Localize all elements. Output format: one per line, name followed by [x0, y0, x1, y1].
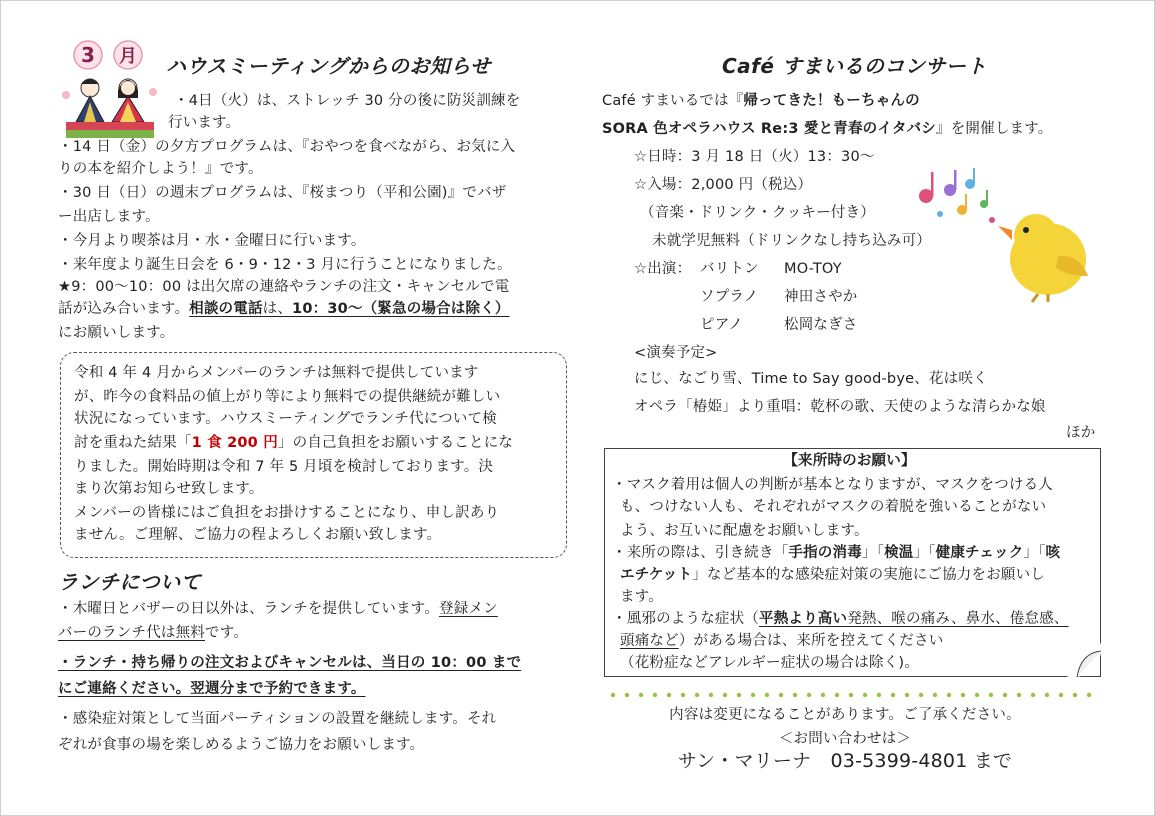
concert-fee-note: （音楽・ドリンク・クッキー付き）: [640, 205, 875, 221]
concert-title: Café すまいるのコンサート: [722, 54, 987, 78]
lunch-line: ・感染症対策として当面パーティションの設置を継続します。それ: [58, 711, 497, 727]
care-text: ・風邪のような症状（: [612, 611, 759, 627]
notice-item: ・30 日（日）の週末プログラムは、『桜まつり（平和公園)』でバザ: [58, 185, 507, 201]
care-text: ・来所の際は、引き続き「: [612, 545, 789, 561]
program-line: にじ、なごり雪、Time to Say good-bye、花は咲く: [634, 371, 988, 387]
care-emphasis: エチケット: [620, 567, 693, 583]
house-meeting-title: ハウスミーティングからのお知らせ: [166, 54, 491, 78]
notice-line: 令和 4 年 4 月からメンバーのランチは無料で提供しています: [74, 365, 479, 381]
lunch-underlined: 登録メン: [439, 601, 498, 617]
care-line: [620, 630, 943, 652]
singing-bird-illustration: [908, 164, 1098, 304]
footer-contact-phone: サン・マリーナ 03-5399-4801 まで: [677, 750, 1013, 772]
care-text: ）がある場合は、来所を控えてください: [678, 633, 944, 649]
footer-contact-label: ＜お問い合わせは＞: [778, 731, 912, 747]
care-emphasis: 検温: [884, 545, 914, 561]
lunch-text: です。: [205, 625, 248, 641]
care-emphasis: 手指の消毒: [788, 545, 862, 561]
notice-item: 行います。: [168, 115, 241, 131]
notice-line: まり次第お知らせ致します。: [74, 481, 264, 497]
month-number: 3: [81, 43, 95, 67]
concert-name: 帰ってきた！もーちゃんの: [743, 93, 920, 109]
care-emphasis: 咳: [1045, 545, 1061, 561]
performer-name: MO-TOY: [784, 261, 842, 277]
music-note-icon: [919, 168, 995, 223]
notice-line: 状況になっています。ハウスミーティングでランチ代について検: [74, 411, 497, 427]
concert-fee: ☆入場：2,000 円（税込）: [634, 177, 813, 193]
notice-item: ・今月より喫茶は月・水・金曜日に行います。: [58, 233, 366, 249]
performer-role: ピアノ: [700, 317, 743, 333]
consult-end: にお願いします。: [58, 325, 175, 341]
concert-fee-note: 未就学児無料（ドリンクなし持ち込み可）: [652, 233, 932, 249]
lunch-price: 1 食 200 円: [191, 435, 278, 451]
program-line: オペラ「椿姫」より重唱：乾杯の歌、天使のような清らかな娘: [634, 399, 1046, 415]
notice-item: ・14 日（金）の夕方プログラムは、『おやつを食べながら、お気に入: [58, 139, 516, 155]
performers-label: ☆出演：: [634, 261, 692, 277]
care-emphasis: 健康チェック: [935, 545, 1024, 561]
care-line: [612, 542, 1060, 564]
notice-text: 」の自己負担をお願いすることにな: [277, 435, 514, 451]
notice-item: ・4日（火）は、ストレッチ 30 分の後に防災訓練を: [174, 93, 521, 109]
notice-line: メンバーの皆様にはご負担をお掛けすることになり、申し訳あり: [74, 505, 500, 521]
dotted-divider: [610, 692, 1100, 698]
notice-line: りました。開始時期は令和 7 年 5 月頃を検討しております。決: [74, 459, 494, 475]
program-label: <演奏予定>: [634, 345, 718, 361]
care-underlined: 頭痛など: [620, 633, 679, 649]
care-line: （花粉症などアレルギー症状の場合は除く)。: [620, 655, 919, 671]
care-emphasis: 平熱より高い: [759, 611, 848, 627]
month-badge: [74, 41, 142, 69]
bird-icon: [998, 214, 1088, 302]
notice-item: ・来年度より誕生日会を 6・9・12・3 月に行うことになりました。: [58, 257, 512, 273]
hina-doll-illustration: [58, 40, 160, 140]
performer-role: ソプラノ: [700, 289, 759, 305]
lunch-order-notice: にご連絡ください。翌週分まで予約できます。: [58, 681, 366, 697]
notice-item: ★9：00〜10：00 は出欠席の連絡やランチの注文・キャンセルで電: [58, 279, 510, 295]
empress-doll-icon: [112, 79, 144, 122]
concert-date: ☆日時：3 月 18 日（火）13：30〜: [634, 149, 875, 165]
intro-text: Café すまいるでは『: [602, 93, 744, 109]
care-line: ・マスク着用は個人の判断が基本となりますが、マスクをつける人: [612, 477, 1053, 493]
notice-line: ません。ご理解、ご協力の程よろしくお願い致します。: [74, 527, 442, 543]
care-line: [612, 608, 1069, 630]
lunch-order-notice: ・ランチ・持ち帰りの注文およびキャンセルは、当日の 10：00 まで: [58, 655, 522, 671]
consult-phone: 相談の電話: [189, 301, 263, 317]
performer-name: 松岡なぎさ: [784, 317, 858, 333]
care-line: ます。: [620, 589, 663, 605]
care-line: よう、お互いに配慮をお願いします。: [620, 523, 869, 539]
intro-text: 』を開催します。: [936, 121, 1053, 137]
notice-line: [74, 432, 513, 454]
visit-request-title: 【来所時のお願い】: [783, 453, 916, 469]
care-line: も、つけない人も、それぞれがマスクの着脱を強いることがない: [620, 499, 1047, 515]
lunch-underlined: バーのランチ代は無料: [58, 625, 205, 641]
care-text: 」「: [913, 545, 936, 561]
consult-mid: は、: [262, 301, 293, 317]
care-underlined: 発熱、喉の痛み、鼻水、倦怠感、: [847, 611, 1069, 627]
page-curl-icon: [1067, 643, 1101, 677]
concert-name: SORA 色オペラハウス Re:3 愛と青春のイタバシ: [602, 121, 937, 137]
program-line: ほか: [1066, 425, 1096, 441]
performer-name: 神田さやか: [784, 289, 858, 305]
consult-text: 話が込み合います。: [58, 301, 190, 317]
care-line: [620, 564, 1045, 586]
notice-line: が、昨今の食料品の値上がり等により無料での提供継続が難しい: [74, 389, 501, 405]
emperor-doll-icon: [76, 79, 104, 122]
lunch-line: [58, 622, 248, 644]
care-text: 」「: [1023, 545, 1046, 561]
consult-line: [58, 298, 510, 320]
concert-intro: [602, 90, 920, 112]
lunch-line: ぞれが食事の場を楽しめるようご協力をお願いします。: [58, 737, 425, 753]
care-text: 」「: [861, 545, 885, 561]
lunch-title: ランチについて: [58, 570, 202, 594]
performer-role: バリトン: [700, 261, 759, 277]
footer-disclaimer: 内容は変更になることがあります。ご了承ください。: [669, 707, 1021, 723]
lunch-line: [58, 598, 498, 620]
care-text: 」など基本的な感染症対策の実施にご協力をお願いし: [692, 567, 1046, 583]
month-kanji: 月: [119, 46, 137, 67]
consult-time: 10：30〜（緊急の場合は除く）: [292, 301, 510, 317]
notice-text: 討を重ねた結果「: [74, 435, 192, 451]
notice-item: りの本を紹介しよう！』です。: [58, 161, 263, 177]
lunch-text: ・木曜日とバザーの日以外は、ランチを提供しています。: [58, 601, 440, 617]
notice-item: ー出店します。: [58, 209, 160, 225]
concert-intro: [602, 118, 1052, 140]
